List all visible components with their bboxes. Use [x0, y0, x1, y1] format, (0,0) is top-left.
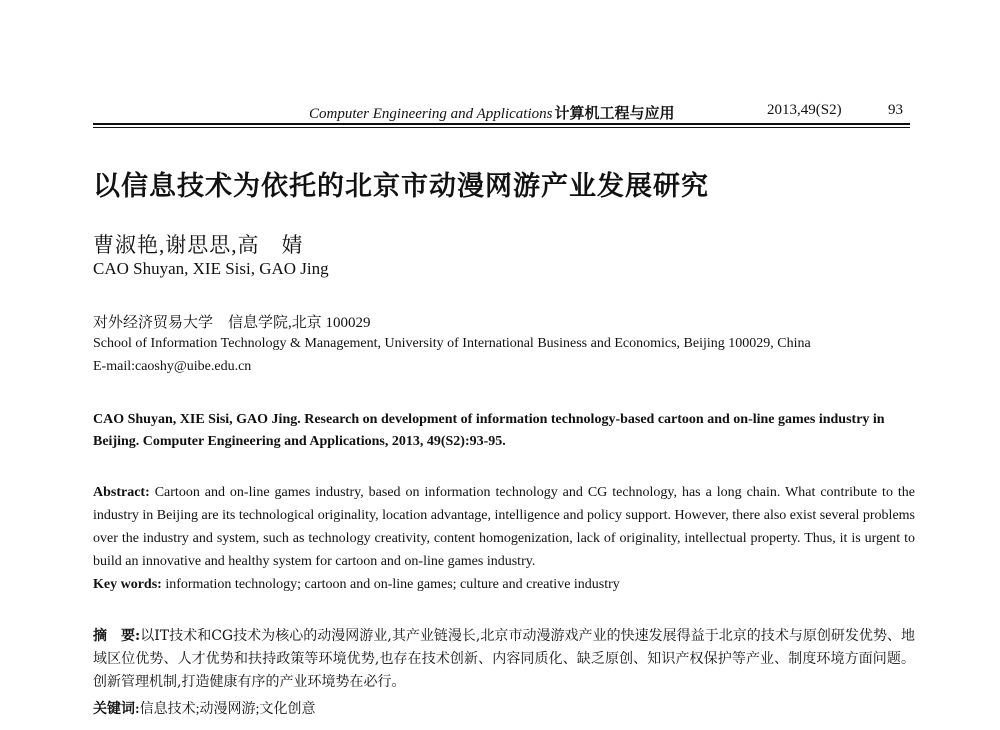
authors-cn: 曹淑艳,谢思思,高 婧: [93, 233, 304, 257]
abstract-en: [93, 481, 915, 573]
abstract-cn: [93, 625, 915, 694]
abstract-en-text: Cartoon and on-line games industry, based on information technology and CG technology, has a long chain. What contribute to the industry in Beijing are its technological originality, location advantage, intelligence and policy support. However, there also exist several problems over the industry and system, such as technology creativity, content homogenization, lack of originality, intellectual property. Thus, it is urgent to build an innovative and healthy system for cartoon and on-line games industry.: [93, 485, 915, 569]
journal-name-cn: 计算机工程与应用: [554, 106, 675, 122]
journal-header: [309, 102, 674, 123]
authors-en: CAO Shuyan, XIE Sisi, GAO Jing: [93, 259, 329, 278]
abstract-cn-text: 以IT技术和CG技术为核心的动漫网游业,其产业链漫长,北京市动漫游戏产业的快速发展得益于北京的技术与原创研发优势、地域区位优势、人才优势和扶持政策等环境优势,也存在技术创新、内容同质化、缺乏原创、知识产权保护等产业、制度环境方面问题。创新管理机制,打造健康有序的产业环境势在必行。: [93, 628, 915, 690]
abstract-en-label: Abstract:: [93, 485, 150, 500]
paper-title-cn: 以信息技术为依托的北京市动漫网游产业发展研究: [93, 171, 709, 202]
journal-name-en: Computer Engineering and Applications: [309, 106, 553, 122]
year-issue: 2013,49(S2): [767, 102, 842, 118]
email-address: E-mail:caoshy@uibe.edu.cn: [93, 359, 252, 374]
keywords-en-label: Key words:: [93, 577, 162, 592]
header-rule-thick: [93, 123, 910, 125]
citation-reference: CAO Shuyan, XIE Sisi, GAO Jing. Research on development of information technology-based cartoon and on-line games industry in Beijing. Computer Engineering and Applications, 2013, 49(S2):93-95.: [93, 412, 885, 449]
header-rule-thin: [93, 127, 910, 128]
keywords-cn: [93, 698, 315, 718]
keywords-cn-text: 信息技术;动漫网游;文化创意: [139, 702, 316, 717]
keywords-en: [93, 577, 620, 593]
keywords-en-text: information technology; cartoon and on-line games; culture and creative industry: [165, 577, 620, 592]
keywords-cn-label: 关键词:: [93, 702, 140, 717]
affiliation-en: School of Information Technology & Management, University of International Business and Economics, Beijing 100029, China: [93, 336, 811, 351]
affiliation-cn: 对外经济贸易大学 信息学院,北京 100029: [93, 315, 371, 331]
page-number: 93: [888, 102, 903, 118]
abstract-cn-label: 摘 要:: [93, 628, 141, 644]
